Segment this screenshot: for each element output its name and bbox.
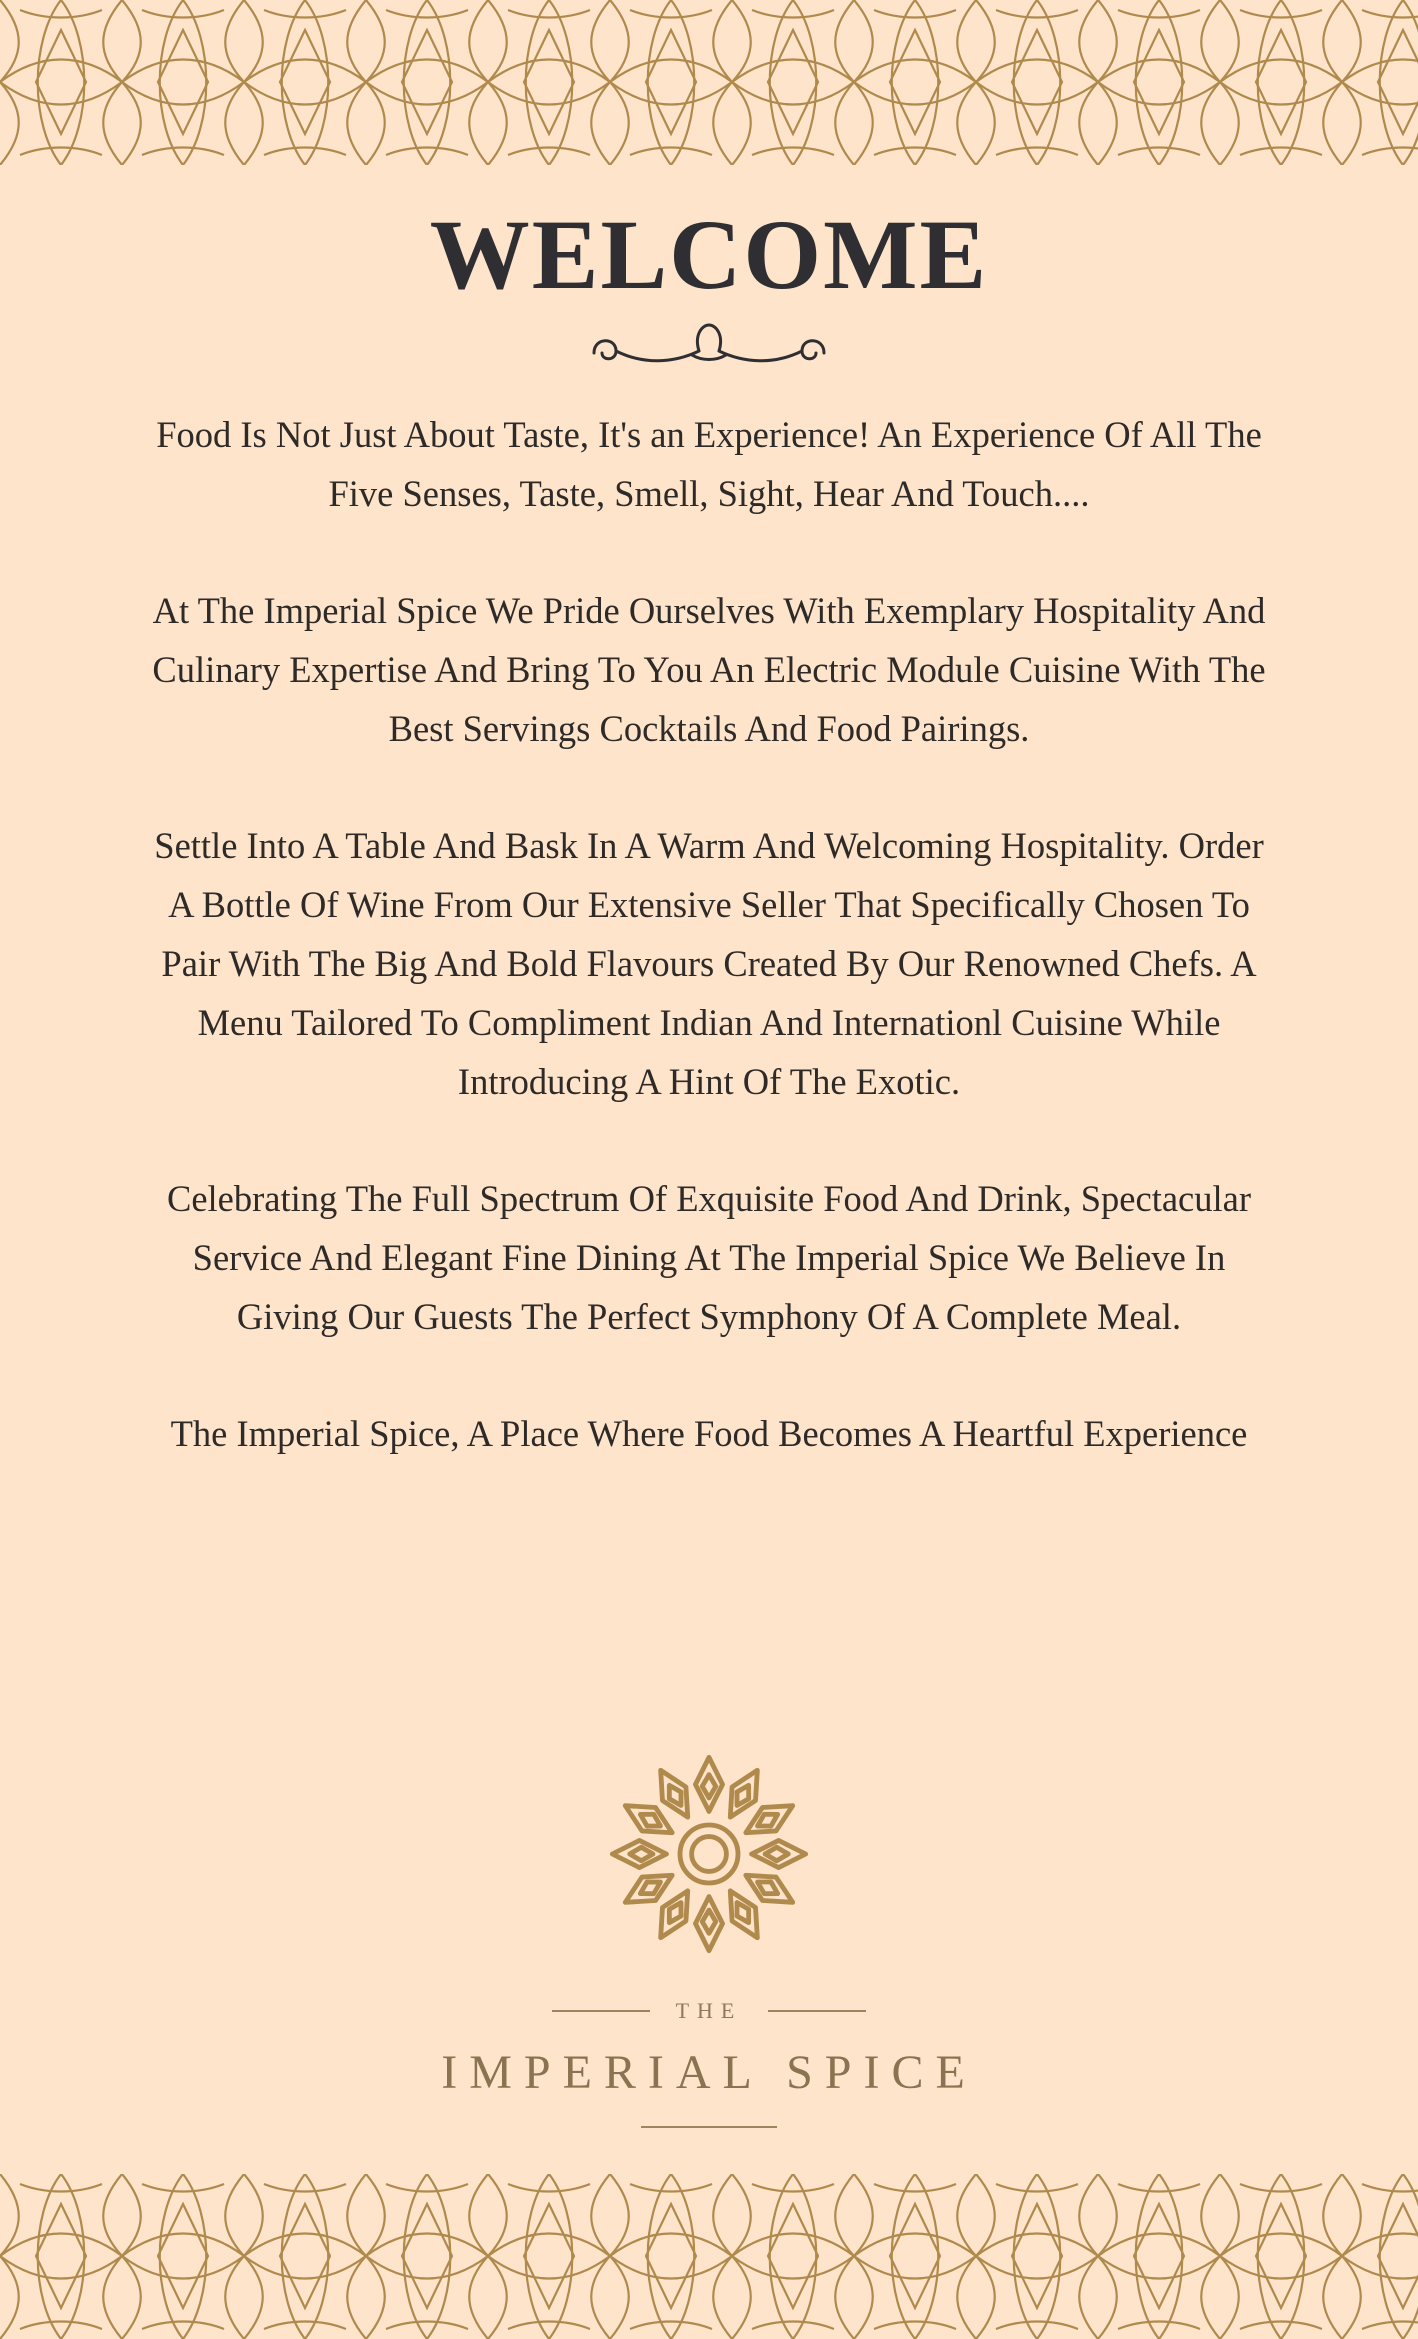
top-ornamental-border xyxy=(0,0,1418,165)
brand-rule-right xyxy=(768,2010,866,2012)
ornamental-lattice-icon xyxy=(0,0,1418,165)
brand-prefix: THE xyxy=(675,1998,743,2023)
paragraph-dining: Settle Into A Table And Bask In A Warm And Welcoming Hospitality. Order A Bottle Of Wine From Our Extensive Seller That Specifically Chosen To Pair With The Big And Bold Flavours Created By Our Renowned Chefs. A Menu Tailored To Compliment Indian And Internationl Cuisine While Introducing A Hint Of The Exotic. xyxy=(154,825,1264,1102)
brand-rule-left xyxy=(552,2010,650,2012)
paragraph-celebration: Celebrating The Full Spectrum Of Exquisite Food And Drink, Spectacular Service And Elegant Fine Dining At The Imperial Spice We Believe In Giving Our Guests The Perfect Symphony Of A Complete Meal. xyxy=(166,1178,1251,1337)
brand-prefix-row xyxy=(0,1998,1418,2024)
ornamental-lattice-icon xyxy=(0,2174,1418,2339)
star-medallion-icon xyxy=(593,1738,825,1970)
bottom-ornamental-border xyxy=(0,2174,1418,2339)
brand-underline xyxy=(641,2126,777,2128)
welcome-body xyxy=(140,405,1278,1463)
paragraph-tagline: The Imperial Spice, A Place Where Food Becomes A Heartful Experience xyxy=(170,1413,1248,1454)
brand-name: IMPERIAL SPICE xyxy=(441,2046,977,2099)
page-title: WELCOME xyxy=(429,199,989,310)
scroll-flourish-icon xyxy=(574,315,844,375)
paragraph-hospitality: At The Imperial Spice We Pride Ourselves With Exemplary Hospitality And Culinary Expertise And Bring To You An Electric Module Cuisine With The Best Servings Cocktails And Food Pairings. xyxy=(152,590,1266,749)
paragraph-intro: Food Is Not Just About Taste, It's an Experience! An Experience Of All The Five Senses, Taste, Smell, Sight, Hear And Touch.... xyxy=(156,414,1262,514)
